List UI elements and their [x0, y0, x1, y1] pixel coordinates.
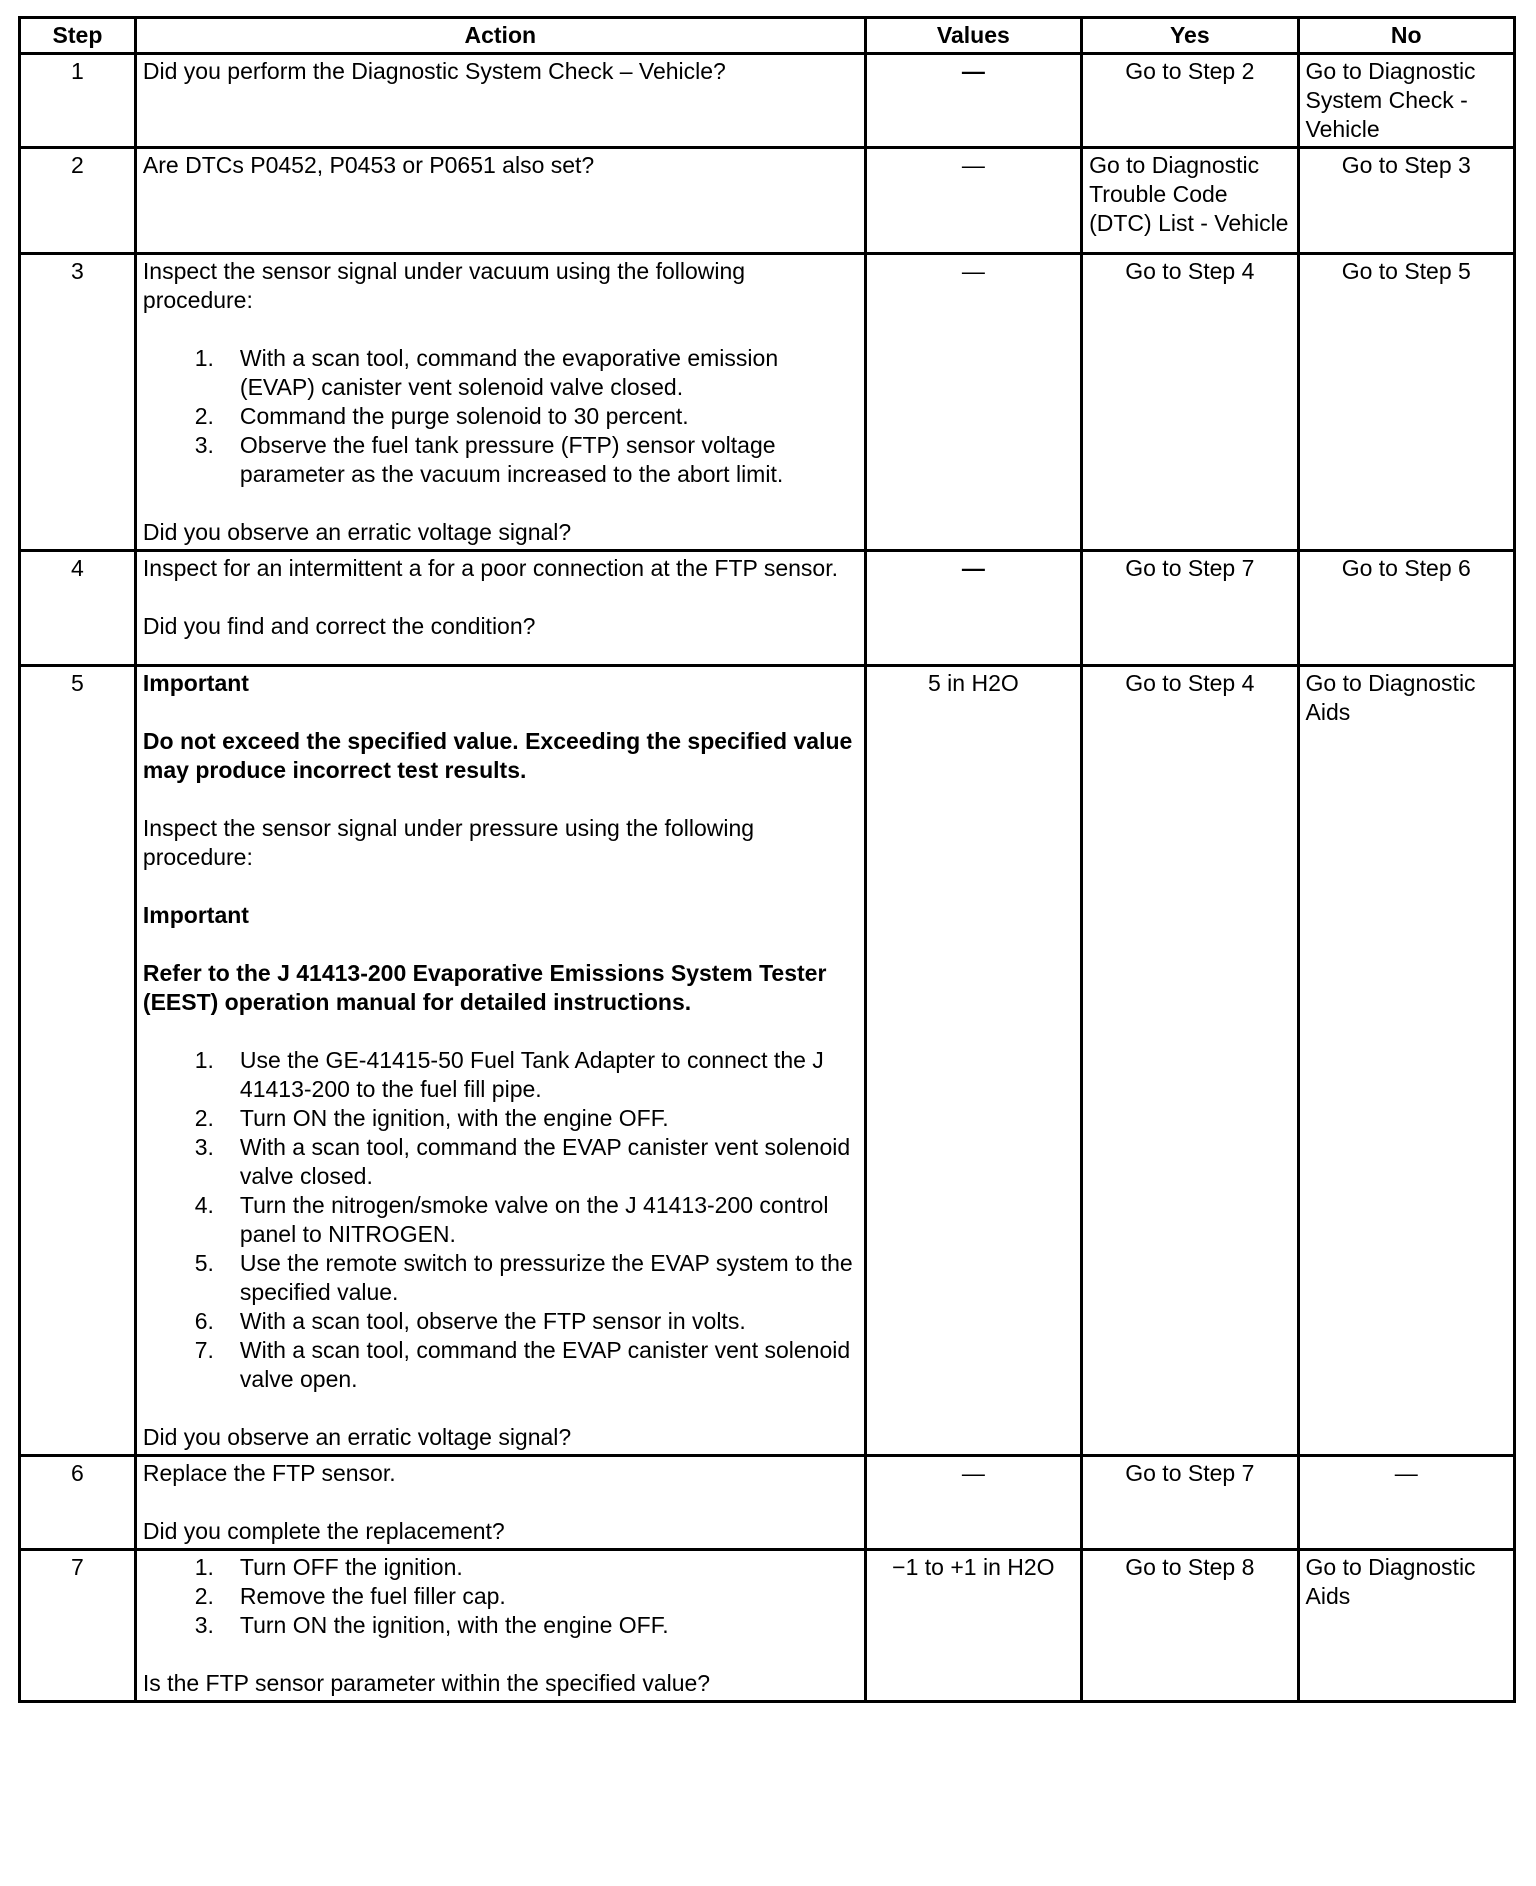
no-cell: Go to Diagnostic Aids: [1298, 666, 1514, 1456]
diagnostic-table: [18, 16, 1516, 1703]
action-intro: Replace the FTP sensor.: [142, 1460, 396, 1486]
table-row: [20, 1550, 1515, 1702]
table-row: [20, 254, 1515, 551]
list-item: 1. Turn OFF the ignition.: [194, 1554, 463, 1580]
procedure-list: [143, 1553, 858, 1640]
step-number: 3: [20, 254, 136, 551]
list-item: 6. With a scan tool, observe the FTP sensor in volts.: [194, 1308, 746, 1334]
header-row: [20, 18, 1515, 54]
no-cell: Go to Diagnostic System Check - Vehicle: [1298, 54, 1514, 148]
no-cell: Go to Step 6: [1298, 551, 1514, 666]
step-number: 2: [20, 148, 136, 254]
step-number: 4: [20, 551, 136, 666]
action-cell: [135, 1456, 865, 1550]
list-item: 2. Remove the fuel filler cap.: [194, 1583, 506, 1609]
yes-cell: Go to Step 2: [1082, 54, 1298, 148]
action-question: Did you perform the Diagnostic System Check – Vehicle?: [142, 58, 726, 84]
action-intro: Inspect the sensor signal under vacuum using the following procedure:: [142, 258, 746, 313]
action-cell: [135, 54, 865, 148]
header-yes: Yes: [1082, 18, 1298, 54]
action-intro: Inspect the sensor signal under pressure using the following procedure:: [142, 815, 755, 870]
table-row: [20, 54, 1515, 148]
procedure-list: [143, 344, 858, 489]
no-cell: —: [1298, 1456, 1514, 1550]
action-question: Did you complete the replacement?: [142, 1518, 505, 1544]
header-action: Action: [135, 18, 865, 54]
list-item: 3. Observe the fuel tank pressure (FTP) sensor voltage parameter as the vacuum increased to the abort limit.: [194, 432, 784, 487]
header-step: Step: [20, 18, 136, 54]
action-question: Is the FTP sensor parameter within the specified value?: [142, 1670, 711, 1696]
important-label: Important: [142, 670, 249, 696]
value-cell: —: [865, 254, 1081, 551]
value-cell: −1 to +1 in H2O: [865, 1550, 1081, 1702]
list-item: 3. Turn ON the ignition, with the engine OFF.: [194, 1612, 669, 1638]
yes-cell: Go to Step 8: [1082, 1550, 1298, 1702]
value-cell: —: [865, 1456, 1081, 1550]
no-cell: Go to Step 5: [1298, 254, 1514, 551]
important-text: Do not exceed the specified value. Exceeding the specified value may produce incorrect test results.: [142, 728, 853, 783]
action-cell: [135, 551, 865, 666]
list-item: 7. With a scan tool, command the EVAP canister vent solenoid valve open.: [194, 1337, 851, 1392]
action-cell: [135, 666, 865, 1456]
important-text: Refer to the J 41413-200 Evaporative Emissions System Tester (EEST) operation manual for detailed instructions.: [142, 960, 827, 1015]
table-row: [20, 148, 1515, 254]
step-number: 6: [20, 1456, 136, 1550]
yes-cell: Go to Step 4: [1082, 254, 1298, 551]
action-cell: [135, 1550, 865, 1702]
yes-cell: Go to Diagnostic Trouble Code (DTC) List - Vehicle: [1082, 148, 1298, 254]
header-values: Values: [865, 18, 1081, 54]
table-row: [20, 1456, 1515, 1550]
important-label: Important: [142, 902, 249, 928]
action-cell: [135, 254, 865, 551]
no-cell: Go to Step 3: [1298, 148, 1514, 254]
list-item: 5. Use the remote switch to pressurize the EVAP system to the specified value.: [194, 1250, 853, 1305]
yes-cell: Go to Step 7: [1082, 551, 1298, 666]
no-cell: Go to Diagnostic Aids: [1298, 1550, 1514, 1702]
procedure-list: [143, 1046, 858, 1394]
value-cell: 5 in H2O: [865, 666, 1081, 1456]
action-question: Did you observe an erratic voltage signal?: [142, 519, 572, 545]
value-cell: —: [865, 148, 1081, 254]
action-question: Did you observe an erratic voltage signal?: [142, 1424, 572, 1450]
list-item: 2. Turn ON the ignition, with the engine OFF.: [194, 1105, 669, 1131]
action-cell: [135, 148, 865, 254]
value-cell: —: [865, 551, 1081, 666]
yes-cell: Go to Step 7: [1082, 1456, 1298, 1550]
list-item: 1. With a scan tool, command the evaporative emission (EVAP) canister vent solenoid valve closed.: [194, 345, 779, 400]
value-cell: —: [865, 54, 1081, 148]
action-intro: Inspect for an intermittent a for a poor connection at the FTP sensor.: [142, 555, 838, 581]
list-item: 2. Command the purge solenoid to 30 percent.: [194, 403, 689, 429]
step-number: 5: [20, 666, 136, 1456]
action-question: Are DTCs P0452, P0453 or P0651 also set?: [142, 152, 595, 178]
list-item: 3. With a scan tool, command the EVAP canister vent solenoid valve closed.: [194, 1134, 851, 1189]
list-item: 1. Use the GE-41415-50 Fuel Tank Adapter to connect the J 41413-200 to the fuel fill pipe.: [194, 1047, 824, 1102]
table-row: [20, 551, 1515, 666]
list-item: 4. Turn the nitrogen/smoke valve on the J 41413-200 control panel to NITROGEN.: [194, 1192, 829, 1247]
header-no: No: [1298, 18, 1514, 54]
action-question: Did you find and correct the condition?: [142, 613, 536, 639]
table-row: [20, 666, 1515, 1456]
step-number: 1: [20, 54, 136, 148]
step-number: 7: [20, 1550, 136, 1702]
yes-cell: Go to Step 4: [1082, 666, 1298, 1456]
